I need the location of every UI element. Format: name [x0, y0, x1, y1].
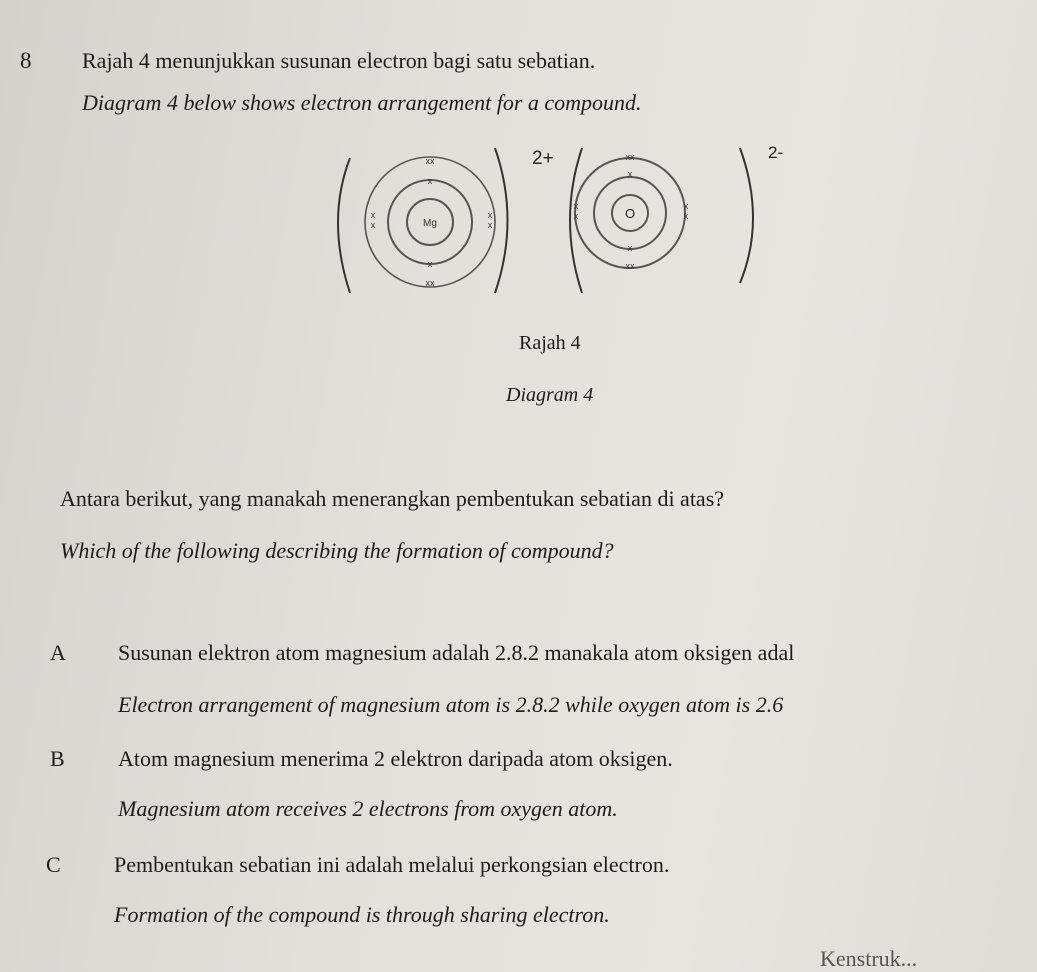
- question-stem-en: Diagram 4 below shows electron arrangement for a compound.: [82, 90, 642, 115]
- option-text-ms: Pembentukan sebatian ini adalah melalui perkongsian electron.: [114, 852, 670, 877]
- option-text-ms: Susunan elektron atom magnesium adalah 2.8.2 manakala atom oksigen adal: [118, 640, 795, 665]
- electron-arrangement-diagram: [320, 138, 790, 308]
- svg-text:xx: xx: [625, 152, 635, 162]
- question-stem-ms: Rajah 4 menunjukkan susunan electron bagi satu sebatian.: [82, 48, 596, 73]
- option-text-en: Formation of the compound is through sharing electron.: [114, 902, 610, 927]
- svg-text:xx: xx: [425, 278, 435, 288]
- prompt-ms: Antara berikut, yang manakah menerangkan pembentukan sebatian di atas?: [60, 486, 725, 511]
- option-letter: B: [50, 746, 65, 771]
- svg-text:x: x: [683, 211, 689, 221]
- svg-text:x: x: [627, 169, 633, 179]
- option-text-en: Electron arrangement of magnesium atom is 2.8.2 while oxygen atom is 2.6: [118, 692, 784, 717]
- svg-text:x: x: [627, 243, 633, 253]
- prompt-en: Which of the following describing the formation of compound?: [60, 538, 614, 563]
- svg-text:x: x: [487, 210, 493, 220]
- anion-symbol: O: [624, 206, 636, 221]
- option-text-ms: Atom magnesium menerima 2 elektron daripada atom oksigen.: [118, 746, 673, 771]
- svg-text:x: x: [683, 201, 689, 211]
- option-letter: C: [46, 852, 61, 877]
- svg-text:x: x: [370, 210, 376, 220]
- cation-charge: 2+: [532, 148, 554, 169]
- svg-text:x: x: [573, 201, 579, 211]
- cation-symbol: Mg: [423, 218, 437, 229]
- svg-text:xx: xx: [625, 261, 635, 271]
- svg-text:x: x: [573, 211, 579, 221]
- question-number: 8: [20, 48, 32, 73]
- option-text-en: Magnesium atom receives 2 electrons from oxygen atom.: [118, 796, 618, 821]
- footer-cut-text: Kenstruk...: [820, 946, 918, 971]
- diagram-caption-en: Diagram 4: [506, 384, 594, 406]
- svg-text:x: x: [487, 220, 493, 230]
- anion-charge: 2-: [768, 143, 784, 162]
- diagram-caption-ms: Rajah 4: [519, 332, 581, 354]
- svg-text:xx: xx: [425, 156, 435, 166]
- svg-text:x: x: [427, 259, 433, 269]
- svg-text:x: x: [370, 220, 376, 230]
- svg-text:x: x: [427, 176, 433, 186]
- option-letter: A: [50, 640, 66, 665]
